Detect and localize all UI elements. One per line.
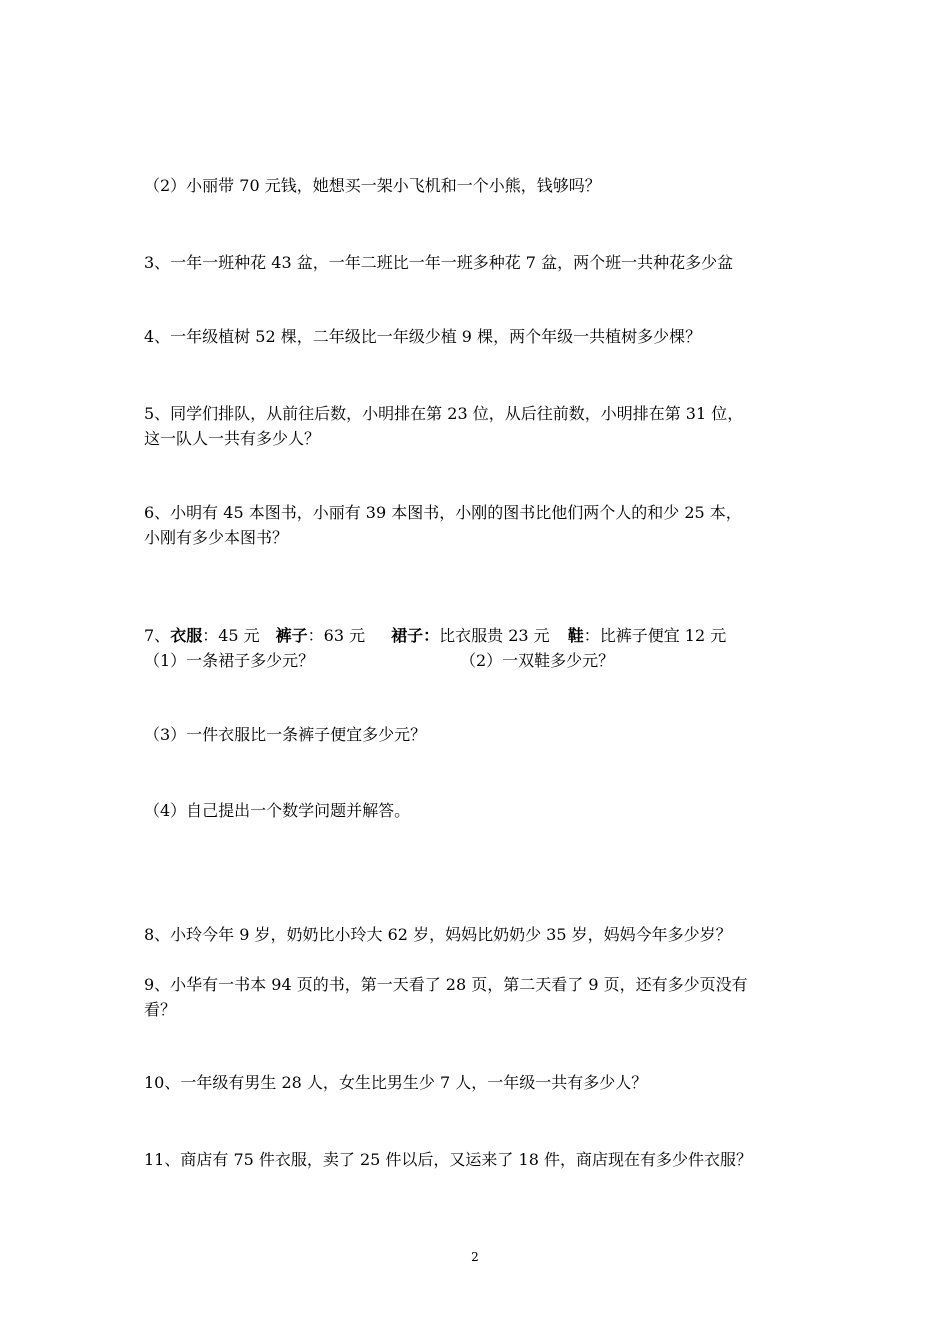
question-7-part-3: （3）一件衣服比一条裤子便宜多少元？ [144, 725, 427, 744]
question-7-prices [144, 625, 726, 647]
question-2-part-2: （2）小丽带 70 元钱，她想买一架小飞机和一个小熊，钱够吗？ [144, 176, 601, 195]
q7-item3-label: 裙子： [391, 626, 440, 645]
q7-prefix: 7、 [144, 626, 171, 645]
question-9-line-2: 看？ [144, 1000, 177, 1019]
question-3: 3、一年一班种花 43 盆，一年二班比一年一班多种花 7 盆，两个班一共种花多少盆 [144, 253, 734, 272]
question-8: 8、小玲今年 9 岁，奶奶比小玲大 62 岁，妈妈比奶奶少 35 岁，妈妈今年多少岁？ [144, 925, 732, 944]
q7-item4-label: 鞋 [567, 626, 584, 645]
q7-item2-label: 裤子 [275, 626, 308, 645]
question-7-part-1: （1）一条裙子多少元？ [144, 651, 315, 670]
question-10: 10、一年级有男生 28 人，女生比男生少 7 人，一年级一共有多少人？ [144, 1073, 648, 1092]
question-7-part-2: （2）一双鞋多少元？ [460, 651, 615, 670]
question-5-line-2: 这一队人一共有多少人？ [144, 429, 321, 448]
q7-item1-label: 衣服 [170, 626, 203, 645]
question-5-line-1: 5、同学们排队，从前往后数，小明排在第 23 位，从后往前数，小明排在第 31 位， [144, 404, 744, 423]
q7-item3-value: 比衣服贵 23 元 [439, 626, 550, 645]
question-11: 11、商店有 75 件衣服，卖了 25 件以后，又运来了 18 件，商店现在有多少件衣服？ [144, 1150, 752, 1169]
question-7-part-4: （4）自己提出一个数学问题并解答。 [144, 801, 411, 820]
q7-item4-value: ：比裤子便宜 12 元 [583, 626, 727, 645]
q7-item1-value: ：45 元 [202, 626, 260, 645]
page-number: 2 [471, 1250, 479, 1264]
question-4: 4、一年级植树 52 棵，二年级比一年级少植 9 棵，两个年级一共植树多少棵？ [144, 327, 702, 346]
question-6-line-1: 6、小明有 45 本图书，小丽有 39 本图书，小刚的图书比他们两个人的和少 25 本， [144, 503, 742, 522]
question-6-line-2: 小刚有多少本图书？ [144, 528, 289, 547]
question-9-line-1: 9、小华有一书本 94 页的书，第一天看了 28 页，第二天看了 9 页，还有多少页没有 [144, 975, 748, 994]
q7-item2-value: ：63 元 [307, 626, 366, 645]
